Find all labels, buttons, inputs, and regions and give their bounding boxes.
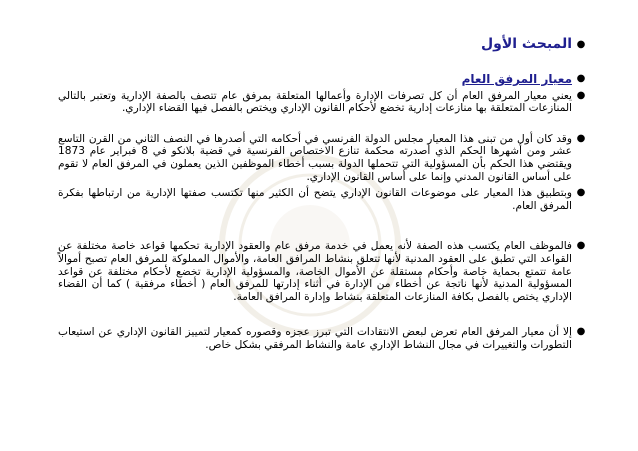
subheading: معيار المرفق العام <box>461 72 572 86</box>
list-item <box>58 187 590 212</box>
list-item <box>58 326 590 351</box>
bullet-icon: ● <box>576 89 586 101</box>
bullet-icon: ● <box>576 73 586 84</box>
list-item <box>58 133 590 183</box>
paragraph-text: إلا أن معيار المرفق العام تعرض لبعض الانتقادات التي تبرز عجزه وقصوره كمعيار لتمييز القانون الإداري عن استيعاب التطورات والتغييرات في مجال النشاط الإداري عامة والنشاط المرفقي بشكل خاص. <box>58 326 572 351</box>
page-title <box>58 36 590 52</box>
paragraph-text: وبتطبيق هذا المعيار على موضوعات القانون الإداري يتضح أن الكثير منها تكتسب صفتها الإدارية من ارتباطها بفكرة المرفق العام. <box>58 187 572 212</box>
bullet-icon: ● <box>576 187 586 199</box>
paragraph-text: فالموظف العام يكتسب هذه الصفة لأنه يعمل في خدمة مرفق عام والعقود الإدارية تحكمها قواعد خاصة مختلفة عن القواعد التي تطبق على العقود المدنية لأنها تتعلق بنشاط المرافق العامة، والأموال المملوكة للمرفق العام تصبح أموالاً عامة تتمتع بحماية خاصة وأحكام مستقلة عن الأموال الخاصة، والمسؤولية الإدارية تخضع لأحكام مختلفة عن قواعد المسؤولية المدنية لأنها ناتجة عن أخطاء من الإدارة في أثناء إدارتها للمرفق العام ( أخطاء مرفقية ) كما أن القضاء الإداري يختص بالفصل بكافة المنازعات المتعلقة بنشاط وإدارة المرافق العامة. <box>58 240 572 303</box>
paragraph-text: يعني معيار المرفق العام أن كل تصرفات الإدارة وأعمالها المتعلقة بمرفق عام تتصف بالصفة الإدارية وتعتبر بالتالي المنازعات المتعلقة بها منازعات إدارية تخضع لأحكام القانون الإداري ويختص بالفصل فيها القضاء الإداري. <box>58 89 572 115</box>
list-item <box>58 73 590 86</box>
paragraph-text: وقد كان أول من تبنى هذا المعيار مجلس الدولة الفرنسي في أحكامه التي أصدرها في النصف الثاني من القرن التاسع عشر ومن أشهرها الحكم الذي أصدرته محكمة تنازع الاختصاص الفرنسية في قضية بلانكو في 8 فبراير عام 1873 ويقتضي هذا الحكم بأن المسؤولية التي تتحملها الدولة بسبب أخطاء الموظفين الذين يعملون في المرفق العام لا تقوم على أساس القانون المدني وإنما على أساس القانون الإداري. <box>58 132 572 183</box>
slide-content <box>58 36 590 364</box>
bullet-icon: ● <box>576 132 586 144</box>
list-item <box>58 240 590 303</box>
list-item <box>58 90 590 115</box>
bullet-icon: ● <box>576 38 586 50</box>
bullet-icon: ● <box>576 326 586 338</box>
heading-text: المبحث الأول <box>480 36 572 52</box>
bullet-icon: ● <box>576 240 586 252</box>
